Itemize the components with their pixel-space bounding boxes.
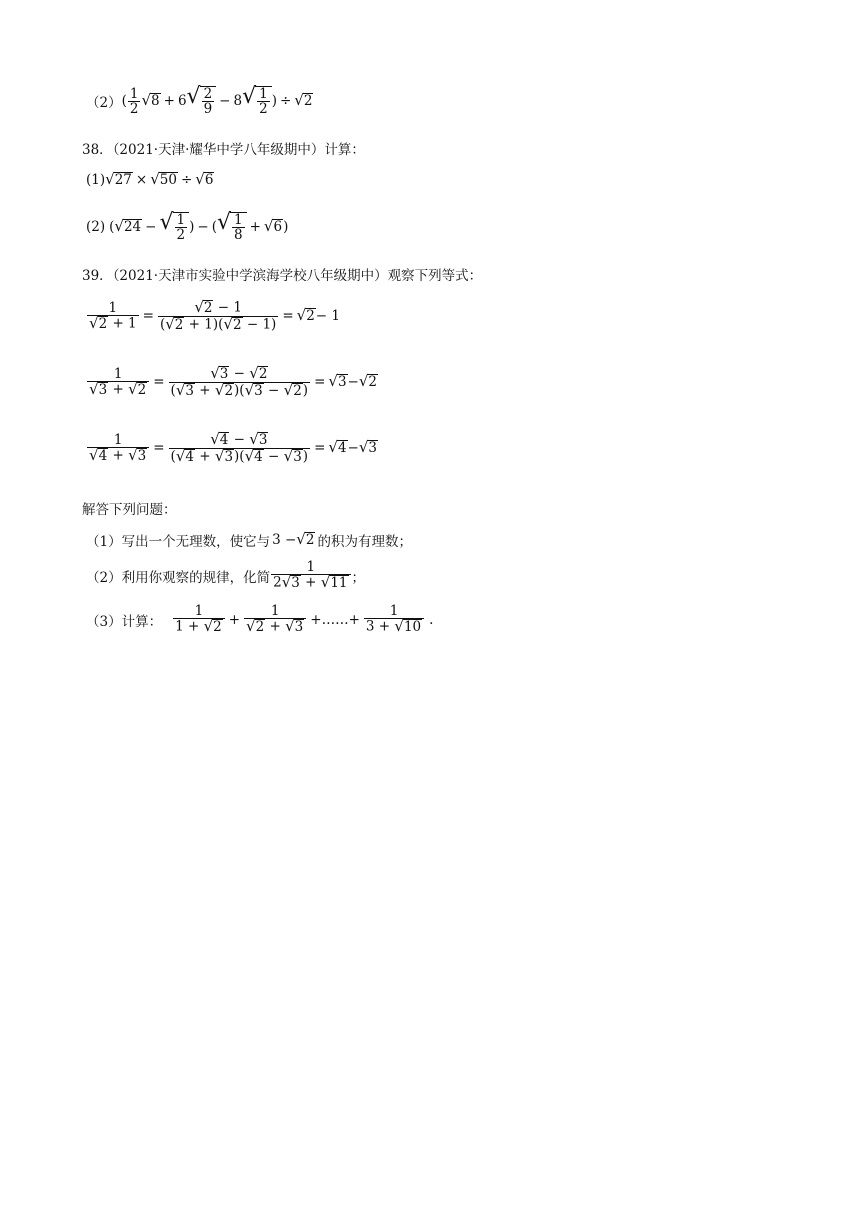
q39-part1: [86, 530, 412, 550]
q39-part3-end: .: [429, 611, 434, 628]
q39-part2-end: ；: [351, 569, 365, 586]
q39-part3-text: 计算：: [121, 613, 163, 630]
q39-part2: [86, 560, 365, 591]
q38-part1-label: (1): [86, 172, 106, 188]
q38-prompt: 计算：: [324, 142, 365, 158]
q37-part2: [86, 86, 313, 116]
q39-part2-label: （2）: [86, 569, 122, 586]
q39-part3-label: （3）: [86, 613, 122, 630]
q39-eq3: 1 √ 4 + √ 3 = √ 4 − √ 3 ( √ 4 + √ 3 )( √ 4 − √ 3 ) = √ 4 − √ 3: [89, 430, 378, 465]
q39-eq2: 1 √ 3 + √ 2 = √ 3 − √ 2 ( √ 3 + √ 2 )( √ 3 − √ 2 ) = √ 3 − √ 2: [89, 364, 378, 399]
q37-part2-label: （2）: [86, 95, 122, 112]
q39-prompt: 观察下列等式：: [387, 268, 483, 284]
q39-number: 39．: [82, 268, 113, 284]
q39-answer-intro: 解答下列问题：: [82, 502, 177, 518]
q39-header: [82, 264, 482, 284]
q38-part2: [86, 212, 288, 242]
q38-source: （2021·天津·耀华中学八年级期中）: [112, 142, 325, 158]
q39-part1-label: （1）: [86, 534, 122, 550]
q39-part1-text-b: 的积为有理数；: [317, 534, 412, 550]
q39-source: （2021·天津市实验中学滨海学校八年级期中）: [112, 268, 388, 284]
q38-part2-label: (2): [86, 219, 106, 236]
q37-part2-expr: ( $\frac{1}{2}$ √ 8 + 6 √ $\frac{2}{9}$ − 8 √ $\frac{1}{2}$ ) ÷ √ 2: [121, 84, 313, 118]
q39-part3-expr: 1 1 + √ 2 + 1 √ 2 + √ 3 +……+ 1 3 + √ 10: [172, 604, 425, 635]
q38-number: 38．: [82, 142, 113, 158]
q39-part2-text: 利用你观察的规律，化简: [121, 569, 271, 586]
q39-eq1: 1 √ 2 + 1 = √ 2 − 1 ( √ 2 + 1)( √ 2 − 1) = √ 2 − 1: [89, 298, 340, 333]
q38-part1: [86, 172, 214, 188]
q38-part2-expr: ( √ 24 − √ $\frac{1}{2}$ ) − ( √ $\frac{1}{8}$ + √ 6 ): [109, 210, 289, 244]
q39-part3: [86, 604, 433, 635]
q38-part1-expr: √ 27 × √ 50 ÷ √ 6: [105, 170, 214, 189]
q39-part2-expr: 1 2 √ 3 + √ 11: [271, 560, 350, 591]
q39-part1-text-a: 写出一个无理数，使它与: [121, 534, 271, 550]
q38-header: [82, 138, 365, 158]
q39-part1-expr: 3 − √ 2: [272, 530, 315, 549]
